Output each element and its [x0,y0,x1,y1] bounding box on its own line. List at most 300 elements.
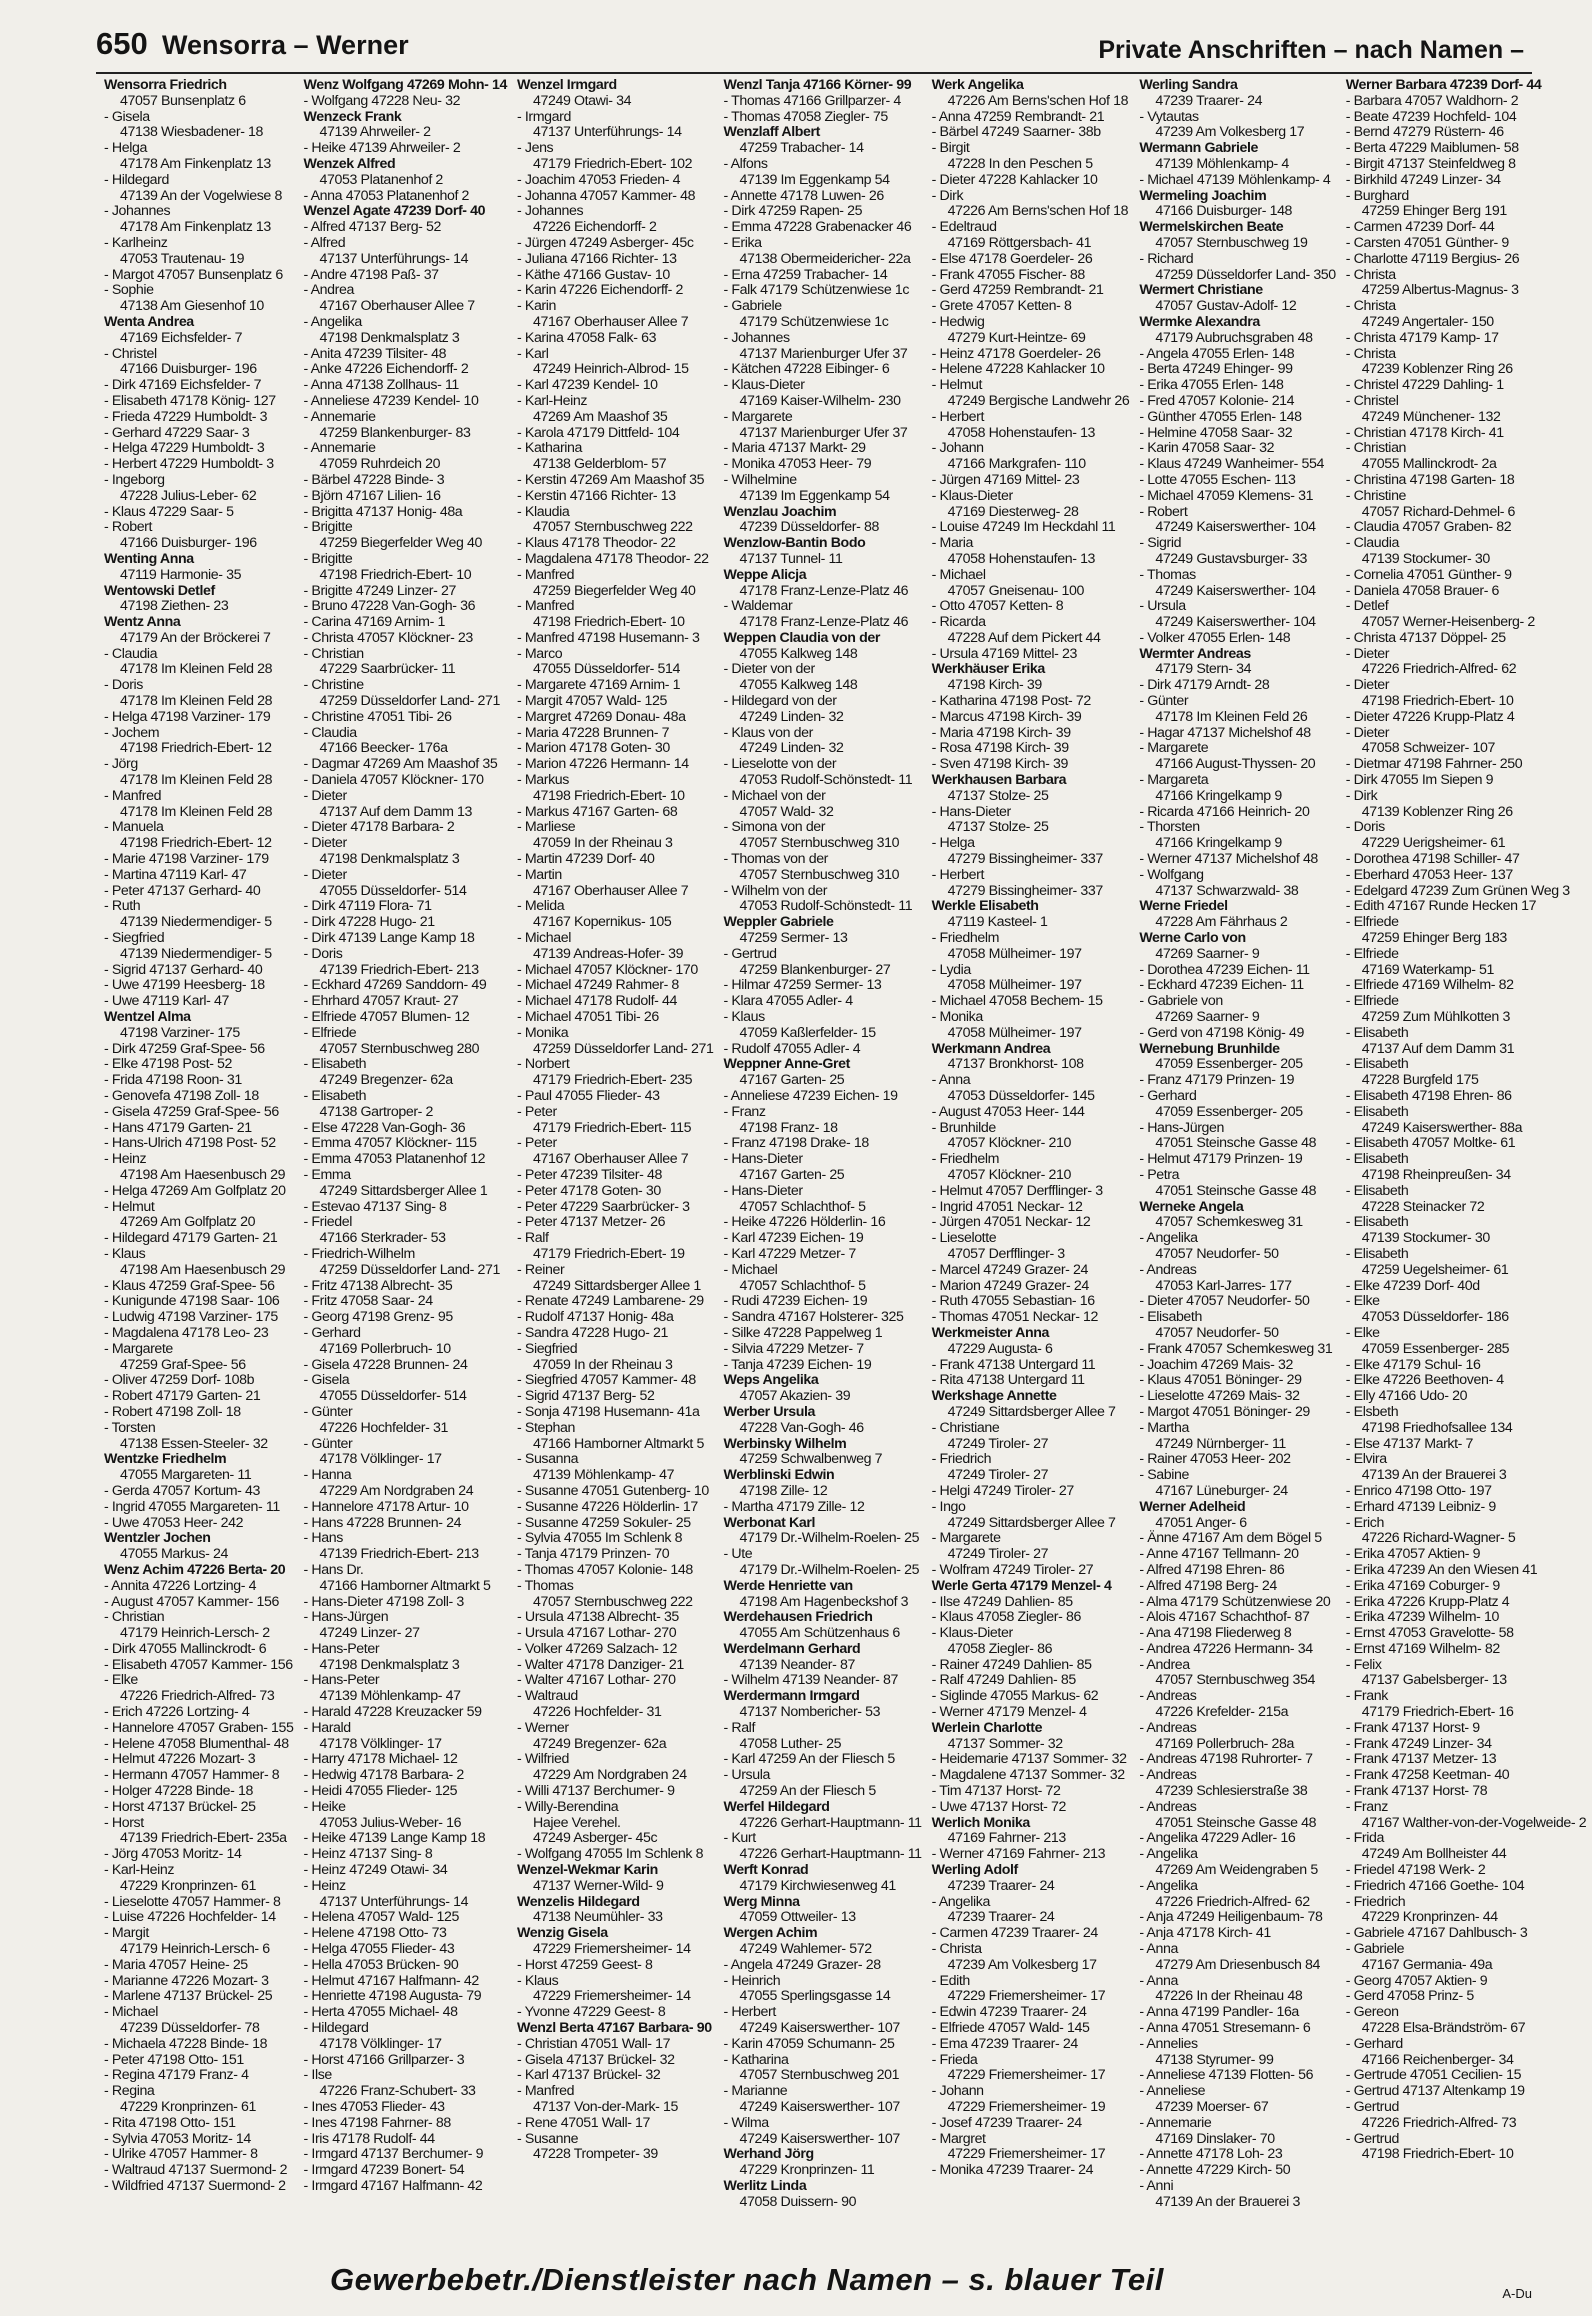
directory-entry: - Edith [931,1972,970,1989]
directory-entry: 47249 Tiroler- 27 [947,1467,1049,1484]
directory-entry: 47229 Am Nordgraben 24 [533,1767,687,1784]
directory-entry: 47058 Duissern- 90 [739,2193,857,2210]
directory-entry: - Klaus [104,1245,146,1262]
directory-entry: - Karl 47259 An der Fliesch 5 [723,1751,895,1768]
directory-entry: - Helene 47198 Otto- 73 [303,1925,447,1942]
directory-entry: 47139 Andreas-Hofer- 39 [533,945,684,962]
directory-entry: 47051 Steinsche Gasse 48 [1155,1182,1317,1199]
directory-entry: - Christa 47137 Döppel- 25 [1345,629,1506,646]
directory-entry: 47055 Kalkweg 148 [739,677,858,694]
directory-entry: 47226 Krefelder- 215a [1155,1704,1289,1721]
directory-entry: Werdermann Irmgard [723,1688,860,1705]
directory-entry: - Martha 47179 Zille- 12 [723,1498,865,1515]
directory-entry: - Angelika [1139,1230,1198,1247]
directory-entry: 47249 Kaiserswerther- 107 [739,2020,900,2037]
directory-entry: 47057 Schlachthof- 5 [739,1277,866,1294]
directory-entry: - Horst 47166 Grillparzer- 3 [303,2051,465,2068]
directory-entry: - Uwe 47119 Karl- 47 [104,993,230,1010]
directory-entry: - Karin [517,298,557,315]
directory-entry: Wentowski Detlef [104,582,215,599]
footer-corner-mark: A-Du [1502,2286,1532,2301]
directory-entry: - Thorsten [1139,819,1200,836]
directory-entry: - Martin 47239 Dorf- 40 [517,851,655,868]
directory-entry: - Anna 47138 Zollhaus- 11 [303,377,459,394]
directory-entry: 47167 Lüneburger- 24 [1155,1482,1288,1499]
directory-entry: - Gertrud 47137 Altenkamp 19 [1345,2083,1525,2100]
directory-entry: - Grete 47057 Ketten- 8 [931,298,1072,315]
directory-entry: 47137 Unterführungs- 14 [319,1893,469,1910]
directory-entry: 47259 Düsseldorfer Land- 271 [319,693,500,710]
directory-entry: - Sylvia 47053 Moritz- 14 [104,2130,251,2147]
directory-entry: - Dieter von der [723,661,815,678]
directory-entry: 47137 Werner-Wild- 9 [533,1877,664,1894]
directory-entry: Wenzlow-Bantin Bodo [723,535,866,552]
directory-entry: - Änne 47167 Am dem Bögel 5 [1139,1530,1322,1547]
directory-entry: Werkshage Annette [931,1388,1057,1405]
directory-entry: 47139 Friedrich-Ebert- 213 [319,961,479,978]
directory-entry: - Hans-Jürgen [1139,1119,1225,1136]
directory-entry: 47198 Friedrich-Ebert- 10 [1361,2146,1514,2163]
directory-entry: - Joachim 47053 Frieden- 4 [517,171,681,188]
directory-entry: - Elke 47239 Dorf- 40d [1345,1277,1480,1294]
directory-entry: 47138 Styrumer- 99 [1155,2051,1274,2068]
directory-entry: - Joachim 47269 Mais- 32 [1139,1356,1293,1373]
directory-entry: Werne Friedel [1139,898,1228,915]
directory-entry: - Otto 47057 Ketten- 8 [931,598,1064,615]
directory-entry: - Elisabeth [1139,1309,1202,1326]
directory-entry: - Wilma [723,2114,769,2131]
directory-entry: 47053 Rudolf-Schönstedt- 11 [739,772,913,789]
directory-entry: - Claudia 47057 Graben- 82 [1345,519,1512,536]
directory-entry: 47057 Gneisenau- 100 [947,582,1085,599]
directory-entry: 47057 Sternbuschweg 310 [739,866,900,883]
directory-entry: - Heinrich [723,1972,781,1989]
directory-entry: 47239 Düsseldorfer- 88 [739,519,879,536]
directory-entry: - Günter [303,1403,353,1420]
directory-entry: - Emma 47057 Klöckner- 115 [303,1135,477,1152]
directory-entry: - Manfred [517,566,575,583]
directory-entry: - Andreas [1139,1767,1197,1784]
directory-entry: 47249 Bregenzer- 62a [319,1072,453,1089]
directory-entry: - Karl [517,345,549,362]
directory-entry: Werle Gerta 47179 Menzel- 4 [931,1577,1112,1594]
directory-entry: Werkmeister Anna [931,1324,1050,1341]
directory-entry: 47259 Blankenburger- 27 [739,961,891,978]
directory-entry: 47058 Luther- 25 [739,1735,842,1752]
directory-entry: 47138 Essen-Steeler- 32 [120,1435,268,1452]
directory-entry: - Elfriede 47169 Wilhelm- 82 [1345,977,1514,994]
directory-entry: - Karl 47137 Brückel- 32 [517,2067,661,2084]
directory-entry: - Margarete [723,408,793,425]
directory-entry: - Hagar 47137 Michelshof 48 [1139,724,1311,741]
directory-entry: - Irmgard 47167 Halfmann- 42 [303,2177,483,2194]
directory-entry: 47057 Klöckner- 210 [947,1135,1071,1152]
directory-entry: Wenzelis Hildegard [517,1893,640,1910]
directory-entry: 47198 Friedhofsallee 134 [1361,1419,1513,1436]
directory-entry: 47259 Uegelsheimer- 61 [1361,1261,1509,1278]
directory-entry: 47167 Oberhauser Allee 7 [319,298,475,315]
directory-entry: 47057 Derfflinger- 3 [947,1245,1065,1262]
directory-entry: - Elvira [1345,1451,1387,1468]
directory-entry: 47239 Traarer- 24 [1155,92,1263,109]
directory-entry: Wermert Christiane [1139,282,1263,299]
directory-entry: - Magdalena 47178 Leo- 23 [104,1324,269,1341]
directory-entry: - Frank 47249 Linzer- 34 [1345,1735,1492,1752]
directory-entry: - Karin 47059 Schumann- 25 [723,2035,895,2052]
directory-entry: - Ursula [723,1767,770,1784]
directory-entry: - Erika [723,234,762,251]
directory-entry: - Magdalena 47178 Theodor- 22 [517,550,709,567]
directory-entry: - Dieter [1345,645,1390,662]
directory-entry: 47166 Sterkrader- 53 [319,1230,446,1247]
directory-entry: - Rainer 47249 Dahlien- 85 [931,1656,1092,1673]
directory-entry: 47269 Saarner- 9 [1155,1009,1260,1026]
directory-entry: - Hanna [303,1467,352,1484]
directory-entry: 47226 Eichendorff- 2 [533,219,657,236]
directory-entry: - Hans-Jürgen [303,1609,389,1626]
directory-entry: - Doris [1345,819,1385,836]
directory-entry: - Ines 47198 Fahrner- 88 [303,2114,451,2131]
directory-entry: - Genovefa 47198 Zoll- 18 [104,1088,259,1104]
directory-entry: 47259 Düsseldorfer Land- 271 [533,1040,714,1057]
directory-entry: 47198 Friedrich-Ebert- 10 [533,614,685,631]
directory-entry: - Holger 47228 Binde- 18 [104,1783,253,1800]
directory-entry: - Uwe 47137 Horst- 72 [931,1798,1066,1815]
directory-entry: 47229 Kronprinzen- 11 [739,2162,875,2179]
directory-entry: - Brigitte [303,550,353,567]
directory-entry: Werkhäuser Erika [931,661,1045,678]
directory-entry: - Marcus 47198 Kirch- 39 [931,708,1082,725]
directory-entry: Werfel Hildegard [723,1798,830,1815]
directory-entry: Werneke Angela [1139,1198,1244,1215]
directory-entry: - Michael [104,2004,158,2021]
directory-entry: - Wilhelmine [723,471,797,488]
directory-entry: 47198 Friedrich-Ebert- 12 [120,740,272,757]
directory-entry: - Monika 47053 Heer- 79 [723,456,872,473]
directory-entry: 47169 Waterkamp- 51 [1361,961,1495,978]
directory-entry: - Ralf 47249 Dahlien- 85 [931,1672,1076,1689]
directory-entry: - Frank 47138 Untergard 11 [931,1356,1096,1373]
directory-entry: - Elfriede [1345,993,1399,1010]
directory-entry: 47137 Auf dem Damm 13 [319,803,473,820]
directory-entry: 47226 Am Berns'schen Hof 18 [947,203,1129,220]
directory-entry: - Anita 47239 Tilsiter- 48 [303,345,447,362]
directory-entry: - Helmut [104,1198,155,1215]
directory-entry: - Heinz 47249 Otawi- 34 [303,1862,448,1879]
directory-entry: - Marliese [517,819,576,836]
directory-entry: Wenzl Tanja 47166 Körner- 99 [723,77,912,93]
directory-entry: - Heinz 47137 Sing- 8 [303,1846,433,1863]
directory-entry: - Anna 47199 Pandler- 16a [1139,2004,1299,2021]
directory-entry: 47053 Karl-Jarres- 177 [1155,1277,1292,1294]
directory-entry: 47057 Werner-Heisenberg- 2 [1361,614,1535,631]
directory-entry: - Hilmar 47259 Sermer- 13 [723,977,882,994]
directory-entry: - Klaus [723,1009,765,1026]
directory-entry: 47139 Möhlenkamp- 4 [1155,155,1289,172]
directory-entry: - Burghard [1345,187,1409,204]
directory-entry: 47226 Gerhart-Hauptmann- 11 [739,1814,922,1831]
directory-entry: - Ilse 47249 Dahlien- 85 [931,1593,1073,1610]
directory-entry: - Thomas 47058 Ziegler- 75 [723,108,888,125]
directory-entry: - Christa [931,1941,982,1958]
directory-entry: - Willy-Berendina [517,1798,619,1815]
directory-entry: 47178 Im Kleinen Feld 28 [120,693,273,710]
directory-entry: - Gertrud [1345,2099,1399,2115]
directory-entry: - Horst 47137 Brückel- 25 [104,1798,256,1815]
directory-entry: - Gerhard [303,1324,361,1341]
directory-entry: - Siegfried [104,930,165,947]
directory-entry: 47226 Hochfelder- 31 [319,1419,448,1436]
directory-entry: - Gerhard [1139,1088,1197,1104]
directory-entry: - Irmgard 47137 Berchumer- 9 [303,2146,484,2163]
directory-entry: - Gerhard 47229 Saar- 3 [104,424,250,441]
directory-entry: - Ingeborg [104,471,165,488]
directory-entry: - Karl-Heinz [517,392,588,409]
directory-entry: - Iris 47178 Rudolf- 44 [303,2130,435,2147]
directory-entry: - Gerd von 47198 König- 49 [1139,1024,1305,1041]
directory-entry: 47167 Germania- 49a [1361,1956,1493,1973]
directory-entry: Wentzel Alma [104,1009,191,1026]
directory-entry: - Friedrich [931,1451,992,1468]
directory-entry: - Karl 47229 Metzer- 7 [723,1245,856,1262]
directory-entry: - Klaus-Dieter [931,1625,1013,1642]
directory-entry: - Gabriele [1345,1941,1405,1958]
directory-entry: Wenzig Gisela [517,1925,608,1942]
directory-entry: 47179 Friedrich-Ebert- 16 [1361,1704,1514,1721]
directory-entry: - Maria [931,535,973,552]
directory-entry: - Michaela 47228 Binde- 18 [104,2035,268,2052]
directory-entry: 47178 Am Finkenplatz 13 [120,219,271,236]
directory-entry: - Helene 47228 Kahlacker 10 [931,361,1105,378]
directory-entry: - Manfred [517,2083,575,2100]
directory-entry: - Michael 47178 Rudolf- 44 [517,993,677,1010]
directory-entry: - Angelika [931,1893,990,1910]
directory-entry: - Karina 47058 Falk- 63 [517,329,657,346]
directory-entry: - Dirk 47179 Arndt- 28 [1139,677,1270,694]
directory-entry: 47057 Gustav-Adolf- 12 [1155,298,1297,315]
directory-entry: - Monika [931,1009,983,1026]
directory-entry: - Frank 47137 Metzer- 13 [1345,1751,1497,1768]
directory-entry: 47059 Essenberger- 285 [1361,1340,1510,1357]
directory-entry: - Peter 47137 Gerhard- 40 [104,882,261,899]
directory-entry: - Annemarie [303,440,376,457]
directory-entry: - Andrea [1139,1656,1190,1673]
directory-entry: 47139 Stockumer- 30 [1361,1230,1490,1247]
directory-entry: - Enrico 47198 Otto- 197 [1345,1482,1492,1499]
directory-entry: - Silke 47228 Pappelweg 1 [723,1324,883,1341]
directory-entry: 47226 Friedrich-Alfred- 73 [120,1688,275,1705]
directory-entry: - Edeltraud [931,219,997,236]
directory-entry: 47228 Elsa-Brändström- 67 [1361,2020,1526,2037]
directory-entry: - Berta 47229 Maiblumen- 58 [1345,140,1519,157]
directory-entry: 47226 Friedrich-Alfred- 73 [1361,2114,1517,2131]
directory-entry: 47226 Richard-Wagner- 5 [1361,1530,1516,1547]
directory-entry: Werlitz Linda [723,2177,807,2194]
directory-entry: 47178 Im Kleinen Feld 28 [120,661,273,678]
directory-entry: Werlich Monika [931,1814,1030,1831]
directory-entry: 47137 Unterführungs- 14 [533,124,682,141]
directory-entry: - Walter 47178 Danziger- 21 [517,1656,684,1673]
directory-entry: 47057 Sternbuschweg 354 [1155,1672,1315,1689]
directory-entry: - Marlene 47137 Brückel- 25 [104,1988,273,2005]
directory-entry: - Heidi 47055 Flieder- 125 [303,1783,458,1800]
directory-entry: - Tanja 47239 Eichen- 19 [723,1356,872,1373]
directory-entry: - Wilfried [517,1751,569,1768]
directory-entry: 47059 Essenberger- 205 [1155,1056,1303,1073]
directory-entry: - Hildegard [303,2020,369,2037]
directory-entry: - Ernst 47053 Gravelotte- 58 [1345,1625,1514,1642]
directory-entry: 47249 Sittardsberger Allee 7 [947,1514,1116,1531]
section-title: Private Anschriften – nach Namen – [1098,36,1524,64]
directory-entry: 47179 Heinrich-Lersch- 2 [120,1625,270,1642]
directory-entry: - Anna 47053 Platanenhof 2 [303,187,470,204]
directory-entry: - Wildfried 47137 Suermond- 2 [104,2177,286,2194]
directory-entry: 47166 Hamborner Altmarkt 5 [319,1577,491,1594]
directory-entry: - Irmgard 47239 Bonert- 54 [303,2162,465,2179]
directory-entry: 47259 Biegerfelder Weg 40 [319,535,483,552]
directory-entry: - Werner 47169 Fahrner- 213 [931,1846,1106,1863]
directory-entry: Wentzke Friedhelm [104,1451,227,1468]
directory-entry: - Elke [104,1672,138,1689]
directory-entry: 47119 Kasteel- 1 [947,914,1048,931]
directory-entry: - Frank 47137 Horst- 78 [1345,1783,1488,1800]
directory-entry: 47179 Kirchwiesenweg 41 [739,1877,896,1894]
directory-entry: - Carina 47169 Arnim- 1 [303,614,445,631]
directory-entry: - Ines 47053 Flieder- 43 [303,2099,445,2115]
directory-entry: 47167 Oberhauser Allee 7 [533,882,689,899]
directory-entry: - Kätchen 47228 Eibinger- 6 [723,361,890,378]
directory-entry: 47169 Kaiser-Wilhelm- 230 [739,392,901,409]
directory-entry: - Markus 47167 Garten- 68 [517,803,678,820]
directory-entry: 47198 Friedrich-Ebert- 10 [533,787,685,804]
directory-entry: - Rita 47198 Otto- 151 [104,2114,236,2131]
directory-entry: - Wolfgang [1139,866,1204,883]
directory-entry: 47179 Friedrich-Ebert- 235 [533,1072,693,1089]
directory-entry: - Maria 47228 Brunnen- 7 [517,724,670,741]
directory-entry: - Elisabeth 47198 Ehren- 86 [1345,1088,1512,1104]
directory-entry: 47053 Rudolf-Schönstedt- 11 [739,898,913,915]
directory-entry: 47057 Sternbuschweg 222 [533,1593,693,1610]
listing-column-2 [300,78,513,2228]
directory-entry: 47226 Am Berns'schen Hof 18 [947,92,1129,109]
directory-entry: 47139 Friedrich-Ebert- 213 [319,1546,479,1563]
directory-entry: - Anna 47259 Rembrandt- 21 [931,108,1105,125]
directory-entry: - Margarete [1139,740,1209,757]
directory-entry: 47166 Duisburger- 196 [120,535,257,552]
directory-entry: - Heike 47226 Hölderlin- 16 [723,1214,886,1231]
directory-entry: - Klaus [517,1972,559,1989]
directory-entry: - Rosa 47198 Kirch- 39 [931,740,1069,757]
directory-entry: - Christa [1345,298,1396,315]
directory-entry: - Doris [104,677,143,694]
directory-entry: - Rudolf 47137 Honig- 48a [517,1309,674,1326]
directory-entry: - Margit 47057 Wald- 125 [517,693,667,710]
directory-entry: - Daniela 47057 Klöckner- 170 [303,772,484,789]
directory-entry: - Angelika 47229 Adler- 16 [1139,1830,1296,1847]
directory-entry: - Susanne 47051 Gutenberg- 10 [517,1482,709,1499]
directory-entry: - Juliana 47166 Richter- 13 [517,250,677,267]
directory-entry: - Gabriele [723,298,782,315]
directory-entry: Hajee Verehel. [533,1814,621,1831]
directory-entry: 47269 Am Maashof 35 [533,408,668,425]
directory-entry: Wermann Gabriele [1139,140,1259,157]
directory-entry: - Christian 47051 Wall- 17 [517,2035,671,2052]
directory-entry: - Sylvia 47055 Im Schlenk 8 [517,1530,683,1547]
directory-entry: 47139 An der Brauerei 3 [1361,1467,1507,1484]
directory-entry: - Rita 47138 Untergard 11 [931,1372,1085,1389]
directory-entry: Wentzler Jochen [104,1530,211,1547]
directory-entry: 47179 Schützenwiese 1c [739,313,889,330]
directory-entry: - Frida 47198 Roon- 31 [104,1072,242,1089]
directory-entry: - Frank 47057 Schemkesweg 31 [1139,1340,1333,1357]
directory-entry: - Heike 47139 Lange Kamp 18 [303,1830,486,1847]
directory-entry: - Dorothea 47198 Schiller- 47 [1345,851,1520,868]
directory-entry: 47055 Düsseldorfer- 514 [319,882,467,899]
directory-entry: - Bruno 47228 Van-Gogh- 36 [303,598,476,615]
directory-entry: - Angela 47055 Erlen- 148 [1139,345,1295,362]
directory-entry: - Monika 47239 Traarer- 24 [931,2162,1094,2179]
directory-entry: 47057 Sternbuschweg 280 [319,1040,480,1057]
directory-entry: 47166 Hamborner Altmarkt 5 [533,1435,704,1452]
directory-entry: - Ruth [104,898,141,915]
directory-entry: 47169 Pollerbruch- 28a [1155,1735,1295,1752]
directory-entry: - Ulrike 47057 Hammer- 8 [104,2146,258,2163]
directory-entry: - Luise 47226 Hochfelder- 14 [104,1909,276,1926]
directory-entry: - Anneliese 47239 Kendel- 10 [303,392,479,409]
directory-entry: - August 47057 Kammer- 156 [104,1593,279,1610]
directory-entry: - Friedhelm [931,1151,999,1168]
directory-entry: - Thomas 47051 Neckar- 12 [931,1309,1099,1326]
directory-entry: - Elisabeth [1345,1214,1409,1231]
directory-entry: - Yvonne 47229 Geest- 8 [517,2004,666,2021]
directory-entry: 47249 Gustavsburger- 33 [1155,550,1308,567]
directory-entry: 47178 Im Kleinen Feld 28 [120,803,273,820]
directory-entry: 47178 Völklinger- 17 [319,1451,442,1468]
directory-entry: 47198 Franz- 18 [739,1119,838,1136]
directory-entry: Werde Henriette van [723,1577,853,1594]
directory-entry: - Kurt [723,1830,756,1847]
page-header [96,24,1532,74]
directory-entry: 47239 Traarer- 24 [947,1909,1055,1926]
directory-entry: 47229 Friemersheimer- 17 [947,2146,1106,2163]
directory-entry: 47249 Linden- 32 [739,740,844,757]
directory-entry: - Dieter [1345,724,1390,741]
directory-entry: - Elisabeth [303,1088,367,1104]
directory-entry: - Elisabeth [1345,1245,1409,1262]
directory-entry: 47167 Oberhauser Allee 7 [533,313,689,330]
directory-entry: - Franz [1345,1798,1388,1815]
directory-entry: - Werner 47179 Menzel- 4 [931,1704,1087,1721]
directory-entry: - Klaus 47058 Ziegler- 86 [931,1609,1081,1626]
directory-entry: 47249 Wahlemer- 572 [739,1941,872,1958]
directory-entry: - Peter 47239 Tilsiter- 48 [517,1166,662,1183]
directory-entry: - Peter [517,1135,557,1152]
directory-entry: 47055 Düsseldorfer- 514 [319,1388,467,1405]
directory-entry: - Alfred 47198 Berg- 24 [1139,1577,1277,1594]
directory-entry: Werkhausen Barbara [931,772,1067,789]
directory-entry: - Dirk 47259 Rapen- 25 [723,203,863,220]
directory-entry: - Michael 47059 Klemens- 31 [1139,487,1314,504]
directory-entry: - Christa 47057 Klöckner- 23 [303,629,473,646]
directory-entry: - Erich [1345,1514,1384,1531]
directory-entry: Wenta Andrea [104,313,194,330]
directory-entry: - Volker 47269 Salzach- 12 [517,1640,677,1657]
directory-entry: 47249 Kaiserswerther- 88a [1361,1119,1523,1136]
directory-entry: Werbinsky Wilhelm [723,1435,847,1452]
directory-entry: Werblinski Edwin [723,1467,835,1484]
directory-entry: - Susanna [517,1451,579,1468]
directory-entry: 47139 An der Vogelwiese 8 [120,187,282,204]
